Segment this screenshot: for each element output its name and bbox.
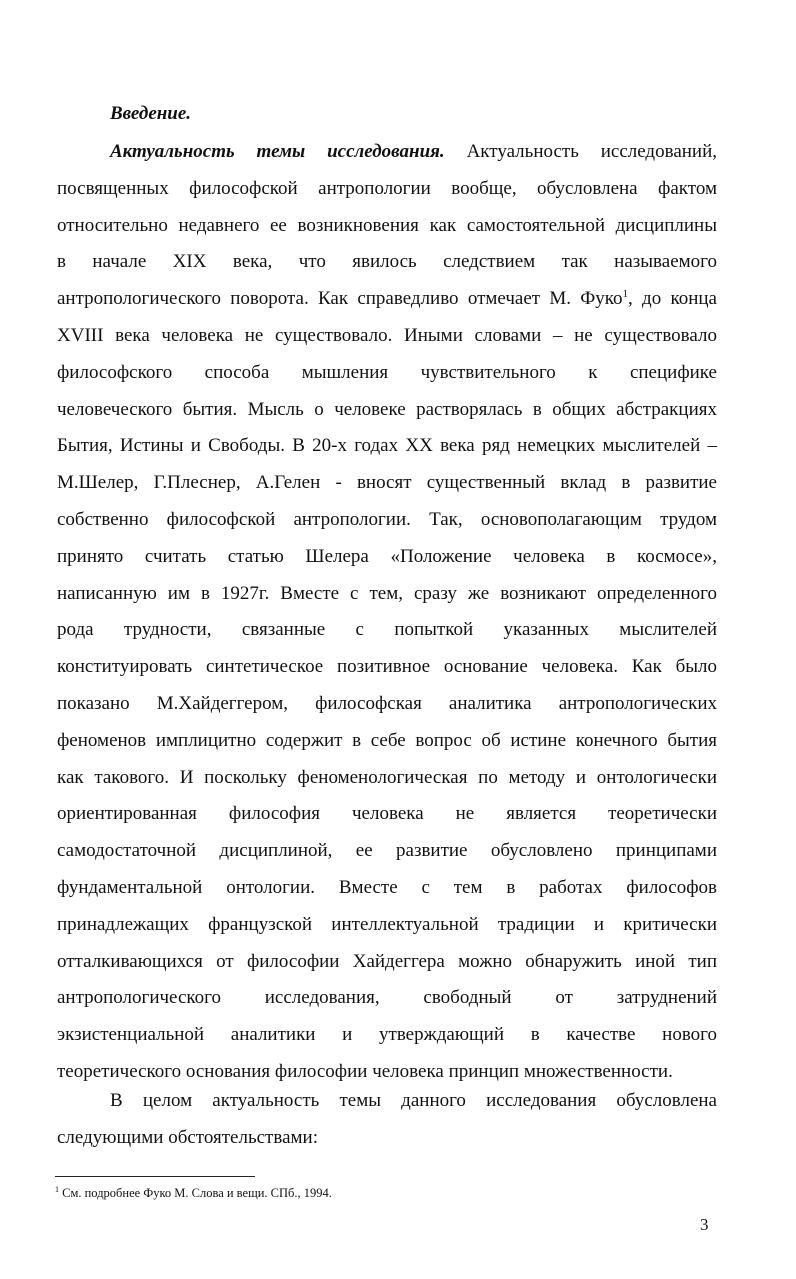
paragraph-line-text: , до конца	[628, 288, 717, 310]
footnote-text: См. подробнее Фуко М. Слова и вещи. СПб., 1994.	[62, 1186, 332, 1200]
paragraph-line: посвященных философской антропологии вообще, обусловлена фактом	[57, 177, 717, 199]
paragraph-line: самодостаточной дисциплиной, ее развитие обусловлено принципами	[57, 840, 717, 862]
paragraph-line: рода трудности, связанные с попыткой указанных мыслителей	[57, 619, 717, 641]
paragraph-line	[57, 134, 717, 171]
paragraph-line: следующими обстоятельствами:	[57, 1126, 318, 1148]
paragraph-line: М.Шелер, Г.Плеснер, А.Гелен - вносят существенный вклад в развитие	[57, 472, 717, 494]
paragraph-line: В целом актуальность темы данного исследования обусловлена	[110, 1090, 717, 1111]
footnote-marker: 1	[55, 1185, 59, 1194]
paragraph-line: собственно философской антропологии. Так, основополагающим трудом	[57, 508, 717, 530]
footnote	[55, 1185, 332, 1201]
paragraph-relevance	[57, 134, 717, 1091]
paragraph-circumstances	[57, 1083, 717, 1157]
paragraph-line: как такового. И поскольку феноменологическая по методу и онтологически	[57, 766, 717, 788]
paragraph-line: относительно недавнего ее возникновения как самостоятельной дисциплины	[57, 214, 717, 236]
paragraph-line: экзистенциальной аналитики и утверждающий в качестве нового	[57, 1024, 717, 1046]
paragraph-line: антропологического исследования, свободный от затруднений	[57, 987, 717, 1009]
paragraph-line-text: антропологического поворота. Как справедливо отмечает М. Фуко	[57, 288, 623, 310]
footnote-separator	[55, 1176, 255, 1177]
paragraph-line: показано М.Хайдеггером, философская аналитика антропологических	[57, 692, 717, 714]
paragraph-line: принято считать статью Шелера «Положение человека в космосе»,	[57, 545, 717, 567]
paragraph-line: теоретического основания философии человека принцип множественности.	[57, 1060, 673, 1082]
paragraph-line: XVIII века человека не существовало. Иными словами – не существовало	[57, 324, 717, 346]
paragraph-line: человеческого бытия. Мысль о человеке растворялась в общих абстракциях	[57, 398, 717, 420]
footnote-reference: 1	[622, 288, 629, 301]
paragraph-line: фундаментальной онтологии. Вместе с тем в работах философов	[57, 876, 717, 898]
paragraph-line: Бытия, Истины и Свободы. В 20-х годах XX века ряд немецких мыслителей –	[57, 435, 717, 457]
paragraph-line: философского способа мышления чувствительного к специфике	[57, 361, 717, 383]
paragraph-line: написанную им в 1927г. Вместе с тем, сразу же возникают определенного	[57, 582, 717, 604]
paragraph-line: в начале XIX века, что явилось следствием так называемого	[57, 251, 717, 273]
paragraph-line: ориентированная философия человека не является теоретически	[57, 803, 717, 825]
paragraph-line: принадлежащих французской интеллектуальной традиции и критически	[57, 913, 717, 935]
paragraph-line: феноменов имплицитно содержит в себе вопрос об истине конечного бытия	[57, 729, 717, 751]
page-number: 3	[700, 1215, 709, 1234]
paragraph-line: конституировать синтетическое позитивное основание человека. Как было	[57, 656, 717, 678]
paragraph-line: отталкивающихся от философии Хайдеггера можно обнаружить иной тип	[57, 950, 717, 972]
paragraph-line	[57, 281, 717, 318]
section-heading: Введение.	[110, 103, 192, 124]
paragraph-line-text: Актуальность исследований,	[466, 141, 717, 162]
relevance-lead-phrase: Актуальность темы исследования.	[110, 141, 445, 162]
